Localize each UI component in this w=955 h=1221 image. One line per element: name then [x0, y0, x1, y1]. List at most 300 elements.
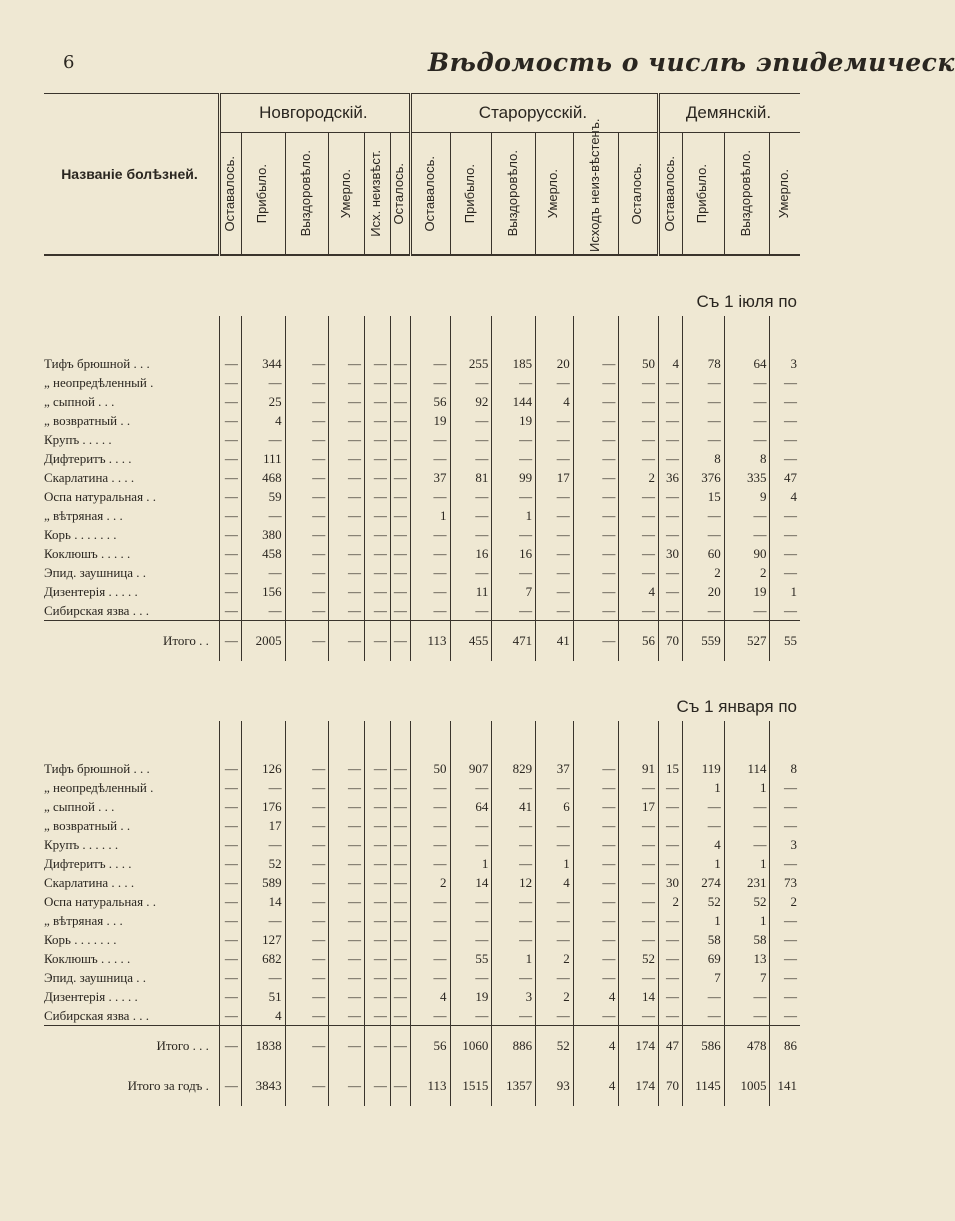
table-cell: — — [450, 911, 492, 930]
spacer-cell — [241, 721, 285, 759]
table-cell: 7 — [724, 968, 770, 987]
table-cell: 4 — [619, 582, 659, 601]
disease-name: „ сыпной . . . — [44, 799, 115, 814]
table-cell: — — [770, 816, 800, 835]
table-cell: — — [219, 468, 241, 487]
table-cell: — — [770, 854, 800, 873]
table-cell: — — [770, 968, 800, 987]
table-cell: 25 — [241, 392, 285, 411]
table-cell: 37 — [410, 468, 450, 487]
disease-name: Сибирская язва . . . — [44, 603, 149, 618]
spacer-cell — [682, 721, 724, 759]
table-cell: — — [724, 392, 770, 411]
table-cell: — — [329, 506, 365, 525]
table-cell: 1515 — [450, 1066, 492, 1106]
table-cell: — — [619, 449, 659, 468]
table-cell: 41 — [492, 797, 536, 816]
table-cell: — — [659, 949, 683, 968]
table-cell: — — [573, 873, 619, 892]
table-cell: 47 — [659, 1026, 683, 1067]
table-cell: — — [241, 601, 285, 621]
table-cell: — — [219, 968, 241, 987]
spacer-cell — [724, 316, 770, 354]
table-cell: — — [390, 911, 410, 930]
table-cell: — — [659, 487, 683, 506]
table-cell: 586 — [682, 1026, 724, 1067]
column-header: Осталось. — [390, 133, 410, 255]
table-cell: — — [724, 987, 770, 1006]
table-cell: 52 — [682, 892, 724, 911]
table-cell: 8 — [724, 449, 770, 468]
table-cell: 55 — [770, 621, 800, 662]
table-cell: 7 — [682, 968, 724, 987]
table-cell: 1 — [682, 778, 724, 797]
section-title: Съ 1 января по — [676, 697, 797, 716]
table-cell: 527 — [724, 621, 770, 662]
table-cell: — — [724, 1006, 770, 1026]
table-cell: — — [219, 930, 241, 949]
table-cell: — — [219, 778, 241, 797]
table-cell: — — [536, 373, 574, 392]
disease-name: Сибирская язва . . . — [44, 1008, 149, 1023]
table-cell: — — [450, 506, 492, 525]
table-row — [44, 778, 800, 797]
disease-name: Коклюшъ . . . . . — [44, 951, 131, 966]
table-row — [44, 468, 800, 487]
table-cell: — — [329, 797, 365, 816]
table-cell: 19 — [724, 582, 770, 601]
table-cell: — — [390, 430, 410, 449]
table-cell: — — [450, 816, 492, 835]
table-cell: — — [364, 1006, 390, 1026]
table-cell: — — [285, 392, 329, 411]
table-cell: — — [285, 621, 329, 662]
disease-name: „ сыпной . . . — [44, 394, 115, 409]
table-cell: — — [536, 506, 574, 525]
table-cell: 1060 — [450, 1026, 492, 1067]
spacer-cell — [536, 721, 574, 759]
table-cell: — — [659, 392, 683, 411]
column-header: Исходъ неиз-вѣстенъ. — [573, 133, 619, 255]
table-cell: — — [410, 854, 450, 873]
table-cell: — — [390, 1026, 410, 1067]
table-cell: — — [770, 392, 800, 411]
table-cell: — — [410, 892, 450, 911]
table-cell: — — [450, 778, 492, 797]
spacer-cell — [390, 721, 410, 759]
table-cell: — — [659, 582, 683, 601]
table-cell: — — [364, 1066, 390, 1106]
table-cell: 455 — [450, 621, 492, 662]
table-row — [44, 430, 800, 449]
table-cell: — — [364, 816, 390, 835]
disease-name: Итого . . — [44, 621, 219, 662]
table-cell: — — [492, 373, 536, 392]
table-cell: 176 — [241, 797, 285, 816]
table-row — [44, 487, 800, 506]
table-cell: — — [329, 621, 365, 662]
table-cell: — — [329, 487, 365, 506]
table-cell: — — [329, 854, 365, 873]
column-header: Оставалось. — [410, 133, 450, 255]
table-cell: — — [329, 835, 365, 854]
table-cell: — — [390, 392, 410, 411]
table-row — [44, 968, 800, 987]
total-row — [44, 1026, 800, 1067]
column-header: Умерло. — [770, 133, 800, 255]
table-cell: 1005 — [724, 1066, 770, 1106]
table-cell: — — [364, 487, 390, 506]
table-cell: 1 — [450, 854, 492, 873]
disease-name: Тифъ брюшной . . . — [44, 356, 150, 371]
table-row — [44, 601, 800, 621]
table-cell: — — [492, 835, 536, 854]
table-cell: — — [219, 487, 241, 506]
table-cell: 174 — [619, 1026, 659, 1067]
disease-name: „ возвратный . . — [44, 818, 131, 833]
table-cell: 3 — [492, 987, 536, 1006]
table-cell: 86 — [770, 1026, 800, 1067]
table-cell: 144 — [492, 392, 536, 411]
table-cell: — — [364, 987, 390, 1006]
table-cell: — — [410, 354, 450, 373]
table-cell: — — [659, 911, 683, 930]
table-cell: 127 — [241, 930, 285, 949]
year-total-row — [44, 1066, 800, 1106]
spacer-cell — [682, 316, 724, 354]
spacer-cell — [492, 721, 536, 759]
table-cell: — — [659, 449, 683, 468]
table-cell: — — [659, 411, 683, 430]
table-cell: — — [659, 778, 683, 797]
table-row — [44, 354, 800, 373]
table-cell: — — [285, 949, 329, 968]
table-cell: — — [536, 816, 574, 835]
table-cell: — — [410, 544, 450, 563]
table-cell: 1 — [410, 506, 450, 525]
table-cell: — — [364, 582, 390, 601]
table-cell: — — [619, 392, 659, 411]
table-cell: 9 — [724, 487, 770, 506]
disease-name: Тифъ брюшной . . . — [44, 761, 150, 776]
table-cell: — — [450, 563, 492, 582]
table-cell: 141 — [770, 1066, 800, 1106]
disease-name: „ вѣтряная . . . — [44, 508, 123, 523]
table-cell: 468 — [241, 468, 285, 487]
table-cell: 56 — [410, 1026, 450, 1067]
table-cell: 1 — [682, 911, 724, 930]
table-cell: — — [285, 1006, 329, 1026]
disease-name: Дизентерія . . . . . — [44, 989, 138, 1004]
table-cell: — — [364, 449, 390, 468]
table-cell: — — [390, 563, 410, 582]
table-cell: 3843 — [241, 1066, 285, 1106]
table-cell: 55 — [450, 949, 492, 968]
table-cell: — — [390, 582, 410, 601]
table-cell: 380 — [241, 525, 285, 544]
table-cell: — — [390, 892, 410, 911]
table-cell: — — [536, 892, 574, 911]
table-cell: — — [285, 601, 329, 621]
table-cell: — — [536, 449, 574, 468]
table-cell: — — [219, 987, 241, 1006]
table-cell: — — [219, 816, 241, 835]
table-cell: — — [619, 506, 659, 525]
table-cell: — — [724, 373, 770, 392]
table-cell: 52 — [241, 854, 285, 873]
column-header: Осталось. — [619, 133, 659, 255]
disease-name: Эпид. заушница . . — [44, 565, 147, 580]
table-cell: — — [390, 354, 410, 373]
table-cell: — — [285, 411, 329, 430]
table-cell: 4 — [573, 987, 619, 1006]
table-row — [44, 544, 800, 563]
page-number: 6 — [63, 52, 75, 73]
table-cell: — — [492, 1006, 536, 1026]
disease-name: „ возвратный . . — [44, 413, 131, 428]
table-cell: — — [285, 449, 329, 468]
column-header: Прибыло. — [241, 133, 285, 255]
table-cell: 886 — [492, 1026, 536, 1067]
table-cell: — — [573, 911, 619, 930]
table-cell: — — [492, 892, 536, 911]
spacer-cell — [410, 316, 450, 354]
table-cell: 8 — [770, 759, 800, 778]
table-cell: — — [770, 601, 800, 621]
table-cell: — — [285, 525, 329, 544]
table-cell: — — [410, 487, 450, 506]
spacer-row — [44, 721, 800, 759]
column-header: Исх. неизвѣст. — [364, 133, 390, 255]
table-cell: — — [619, 601, 659, 621]
table-cell: — — [770, 525, 800, 544]
table-cell: — — [285, 778, 329, 797]
table-cell: 56 — [619, 621, 659, 662]
table-cell: — — [450, 487, 492, 506]
table-cell: — — [390, 930, 410, 949]
table-cell: — — [364, 621, 390, 662]
table-cell: — — [285, 911, 329, 930]
table-cell: — — [619, 411, 659, 430]
total-row — [44, 621, 800, 662]
spacer-cell — [770, 721, 800, 759]
table-cell: — — [285, 468, 329, 487]
table-cell: — — [390, 835, 410, 854]
table-row — [44, 449, 800, 468]
table-cell: — — [573, 506, 619, 525]
table-cell: 126 — [241, 759, 285, 778]
table-cell: — — [659, 854, 683, 873]
table-cell: — — [682, 816, 724, 835]
spacer-cell — [329, 721, 365, 759]
spacer-cell — [241, 316, 285, 354]
table-cell: — — [536, 778, 574, 797]
table-cell: — — [492, 487, 536, 506]
table-cell: 114 — [724, 759, 770, 778]
disease-name: „ неопредѣленный . — [44, 375, 154, 390]
table-cell: — — [390, 987, 410, 1006]
table-cell: — — [329, 873, 365, 892]
table-cell: — — [410, 601, 450, 621]
table-cell: 50 — [619, 354, 659, 373]
table-cell: — — [536, 835, 574, 854]
table-cell: — — [536, 911, 574, 930]
table-cell: — — [364, 601, 390, 621]
table-cell: — — [682, 601, 724, 621]
table-cell: — — [285, 506, 329, 525]
table-cell: 14 — [619, 987, 659, 1006]
table-cell: — — [450, 892, 492, 911]
table-cell: — — [410, 1006, 450, 1026]
table-cell: — — [659, 797, 683, 816]
table-cell: 92 — [450, 392, 492, 411]
table-cell: — — [390, 544, 410, 563]
table-cell: 36 — [659, 468, 683, 487]
table-cell: — — [536, 968, 574, 987]
district-staraya-russa: Старорусскій. — [410, 94, 658, 133]
table-cell: — — [390, 621, 410, 662]
table-cell: — — [364, 1026, 390, 1067]
table-cell: — — [770, 911, 800, 930]
table-cell: — — [573, 759, 619, 778]
table-cell: — — [219, 797, 241, 816]
table-cell: — — [492, 854, 536, 873]
table-cell: 11 — [450, 582, 492, 601]
spacer-cell — [619, 721, 659, 759]
table-cell: — — [619, 525, 659, 544]
table-cell: 458 — [241, 544, 285, 563]
spacer-cell — [573, 721, 619, 759]
spacer-cell — [219, 316, 241, 354]
table-cell: 56 — [410, 392, 450, 411]
table-cell: — — [619, 430, 659, 449]
disease-name-header: Названіе болѣзней. — [44, 94, 219, 256]
table-cell: — — [770, 544, 800, 563]
disease-name: Корь . . . . . . . — [44, 932, 117, 947]
table-cell: 52 — [724, 892, 770, 911]
table-cell: — — [770, 797, 800, 816]
table-cell: 2 — [682, 563, 724, 582]
table-cell: 471 — [492, 621, 536, 662]
spacer-cell — [659, 721, 683, 759]
table-cell: 16 — [492, 544, 536, 563]
table-cell: 91 — [619, 759, 659, 778]
table-cell: 20 — [536, 354, 574, 373]
table-cell: — — [492, 601, 536, 621]
table-cell: — — [573, 949, 619, 968]
table-row — [44, 892, 800, 911]
table-cell: — — [573, 892, 619, 911]
table-cell: 907 — [450, 759, 492, 778]
spacer-row — [44, 316, 800, 354]
table-cell: 1 — [724, 911, 770, 930]
table-cell: — — [573, 816, 619, 835]
table-cell: — — [659, 506, 683, 525]
table-cell: — — [492, 563, 536, 582]
table-cell: — — [285, 354, 329, 373]
disease-name: Эпид. заушница . . — [44, 970, 147, 985]
table-cell: — — [390, 373, 410, 392]
column-header: Оставалось. — [219, 133, 241, 255]
table-cell: — — [219, 873, 241, 892]
table-cell: — — [390, 816, 410, 835]
table-cell: — — [364, 835, 390, 854]
table-cell: — — [329, 601, 365, 621]
table-cell: — — [219, 621, 241, 662]
table-cell: 93 — [536, 1066, 574, 1106]
table-cell: — — [573, 563, 619, 582]
table-cell: — — [536, 525, 574, 544]
table-cell: — — [241, 430, 285, 449]
table-cell: 2 — [619, 468, 659, 487]
table-cell: 81 — [450, 468, 492, 487]
table-cell: — — [364, 854, 390, 873]
table-cell: 1 — [536, 854, 574, 873]
table-cell: 58 — [724, 930, 770, 949]
table-cell: 119 — [682, 759, 724, 778]
table-cell: — — [536, 601, 574, 621]
table-cell: — — [390, 759, 410, 778]
table-cell: — — [390, 468, 410, 487]
table-cell: 4 — [241, 411, 285, 430]
table-cell: — — [770, 949, 800, 968]
table-cell: — — [285, 1026, 329, 1067]
spacer-cell — [724, 721, 770, 759]
table-row — [44, 582, 800, 601]
spacer-cell — [44, 316, 219, 354]
table-cell: — — [329, 468, 365, 487]
table-cell: — — [329, 1026, 365, 1067]
table-row — [44, 392, 800, 411]
table-cell: — — [364, 968, 390, 987]
table-cell: — — [492, 816, 536, 835]
table-cell: — — [659, 968, 683, 987]
table-cell: — — [619, 816, 659, 835]
table-row — [44, 759, 800, 778]
column-header: Выздоровѣло. — [285, 133, 329, 255]
table-cell: — — [285, 987, 329, 1006]
table-cell: — — [573, 1006, 619, 1026]
table-row — [44, 797, 800, 816]
table-cell: — — [619, 835, 659, 854]
table-cell: 4 — [573, 1026, 619, 1067]
table-cell: — — [450, 835, 492, 854]
table-cell: — — [329, 1066, 365, 1106]
table-cell: — — [573, 621, 619, 662]
table-cell: 78 — [682, 354, 724, 373]
table-cell: — — [573, 411, 619, 430]
table-cell: — — [390, 487, 410, 506]
table-cell: — — [659, 816, 683, 835]
table-cell: — — [492, 449, 536, 468]
spacer-cell — [364, 316, 390, 354]
table-cell: — — [573, 797, 619, 816]
column-header: Выздоровѣло. — [492, 133, 536, 255]
table-cell: — — [724, 601, 770, 621]
table-cell: — — [659, 930, 683, 949]
table-cell: — — [682, 430, 724, 449]
table-cell: — — [390, 601, 410, 621]
table-cell: 90 — [724, 544, 770, 563]
table-cell: — — [410, 373, 450, 392]
table-cell: — — [619, 373, 659, 392]
table-cell: 2005 — [241, 621, 285, 662]
table-cell: — — [241, 968, 285, 987]
table-cell: 14 — [450, 873, 492, 892]
table-cell: — — [682, 506, 724, 525]
table-cell: 12 — [492, 873, 536, 892]
disease-name: Итого за годъ . — [127, 1078, 209, 1093]
